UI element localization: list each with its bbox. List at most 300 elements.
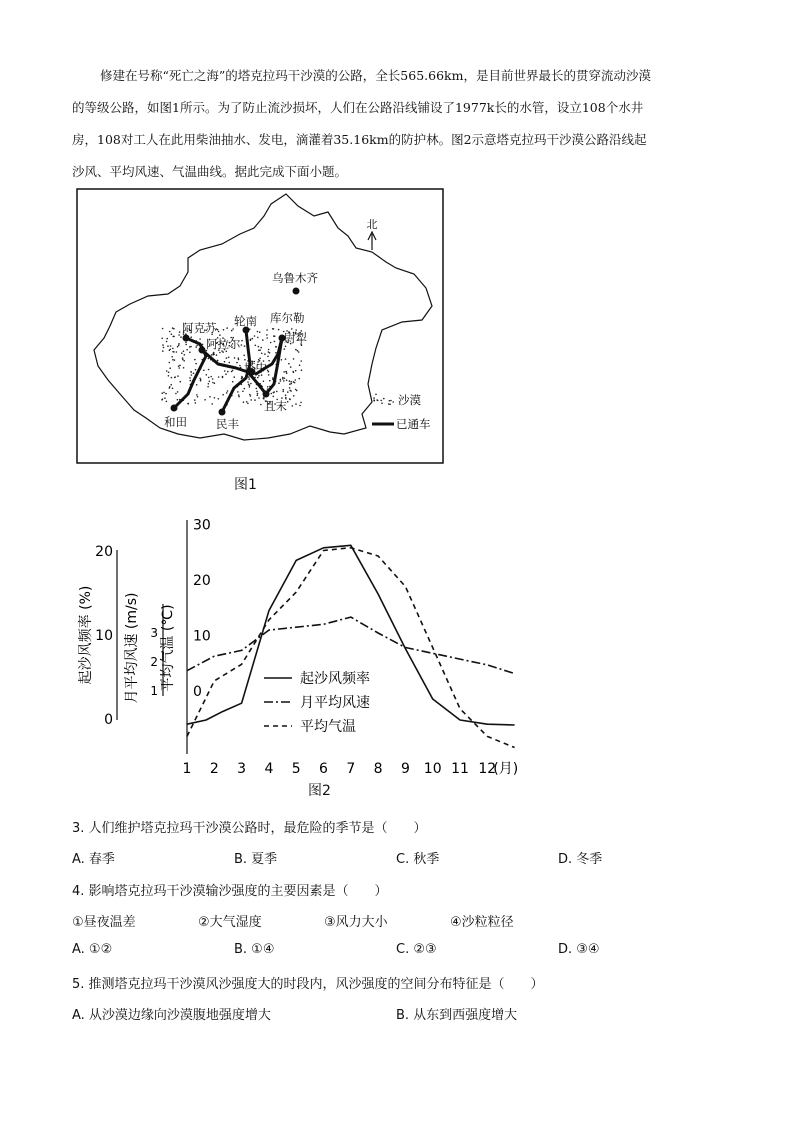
desert-dot: [165, 393, 167, 395]
legend-desert-dot: [373, 397, 375, 399]
desert-dot: [168, 375, 170, 377]
series-line-dashdot: [187, 617, 515, 674]
desert-dot: [234, 357, 236, 359]
x-axis-unit: (月): [493, 761, 519, 777]
desert-dot: [290, 381, 292, 383]
desert-dot: [285, 371, 287, 373]
legend-desert-dot: [389, 400, 391, 402]
desert-dot: [169, 331, 171, 333]
q3-option-d[interactable]: D. 冬季: [558, 852, 603, 867]
desert-dot: [289, 380, 291, 382]
desert-dot: [256, 388, 258, 390]
q4-option-b[interactable]: B. ①④: [234, 942, 275, 957]
desert-dot: [169, 362, 171, 364]
desert-dot: [218, 398, 220, 400]
desert-dot: [268, 351, 270, 353]
desert-dot: [218, 331, 220, 333]
desert-dot: [208, 383, 210, 385]
desert-dot: [177, 346, 179, 348]
desert-dot: [224, 370, 226, 372]
desert-dot: [249, 394, 251, 396]
desert-dot: [291, 328, 293, 330]
q4-option-c[interactable]: C. ②③: [396, 942, 437, 957]
yuli-label: 尉犁: [284, 331, 307, 345]
desert-dot: [250, 383, 252, 385]
desert-dot: [162, 398, 164, 400]
question-4-stem: 4. 影响塔克拉玛干沙漠输沙强度的主要因素是（ ）: [72, 884, 388, 899]
x-tick-label: 3: [237, 761, 247, 777]
desert-dot: [243, 355, 245, 357]
desert-dot: [183, 360, 185, 362]
alar-label: 阿拉尔: [206, 337, 241, 351]
desert-dot: [282, 377, 284, 379]
desert-dot: [162, 328, 164, 330]
legend-desert-dot: [375, 394, 377, 396]
desert-dot: [190, 336, 192, 338]
desert-dot: [297, 350, 299, 352]
hotan-dot: [171, 405, 178, 412]
axis-tick-label: 3: [150, 626, 158, 640]
desert-dot: [177, 399, 179, 401]
aksu-label: 阿克苏: [182, 321, 217, 335]
question-3-stem: 3. 人们维护塔克拉玛干沙漠公路时，最危险的季节是（ ）: [72, 821, 427, 836]
q4-option-d[interactable]: D. ③④: [558, 942, 600, 957]
desert-dot: [218, 376, 220, 378]
desert-dot: [177, 375, 179, 377]
urumqi-dot: [293, 288, 300, 295]
desert-dot: [278, 329, 280, 331]
desert-dot: [248, 384, 250, 386]
desert-dot: [249, 386, 251, 388]
desert-dot: [222, 351, 224, 353]
desert-dot: [169, 350, 171, 352]
desert-dot: [287, 401, 289, 403]
legend-desert-dot: [392, 401, 394, 403]
desert-dot: [259, 349, 261, 351]
desert-dot: [163, 392, 165, 394]
desert-dot: [170, 384, 172, 386]
desert-dot: [204, 399, 206, 401]
minfeng-label: 民丰: [216, 417, 239, 431]
desert-dot: [257, 337, 259, 339]
desert-dot: [239, 365, 241, 367]
x-tick-label: 12: [478, 761, 497, 777]
axis-tick-label: 20: [193, 573, 211, 589]
legend-road-label: 已通车: [396, 417, 431, 431]
map-frame: [77, 189, 443, 463]
x-tick-label: 8: [373, 761, 383, 777]
korla-label: 库尔勒: [270, 311, 305, 325]
figure2-caption: 图2: [308, 783, 331, 799]
legend-label: 平均气温: [300, 719, 356, 735]
qiemo-label: 且末: [264, 399, 287, 413]
desert-dot: [237, 391, 239, 393]
desert-dot: [203, 370, 205, 372]
desert-dot: [258, 346, 260, 348]
desert-dot: [290, 366, 292, 368]
desert-dot: [285, 346, 287, 348]
series-line-dashed: [187, 548, 515, 748]
desert-dot: [194, 359, 196, 361]
legend-label: 月平均风速: [300, 695, 370, 711]
desert-dot: [211, 403, 213, 405]
desert-dot: [255, 345, 257, 347]
desert-dot: [190, 380, 192, 382]
chart-legend: [264, 670, 370, 735]
desert-dot: [278, 382, 280, 384]
q4-item-4: ④沙粒粒径: [450, 915, 514, 930]
desert-dot: [274, 341, 276, 343]
desert-dot: [211, 354, 213, 356]
desert-dot: [289, 399, 291, 401]
desert-dot: [273, 391, 275, 393]
q5-option-b[interactable]: B. 从东到西强度增大: [396, 1008, 518, 1023]
x-tick-label: 4: [264, 761, 274, 777]
axis-title: 平均气温 (℃): [160, 604, 176, 692]
desert-dot: [172, 351, 174, 353]
desert-dot: [264, 353, 266, 355]
desert-dot: [247, 381, 249, 383]
desert-dot: [207, 386, 209, 388]
desert-dot: [196, 384, 198, 386]
legend-desert-dot: [383, 398, 385, 400]
intro-paragraph: [72, 60, 732, 188]
q4-item-1: ①昼夜温差: [72, 915, 136, 930]
desert-dot: [285, 358, 287, 360]
desert-dot: [171, 356, 173, 358]
desert-dot: [257, 393, 259, 395]
desert-dot: [166, 338, 168, 340]
desert-dot: [209, 381, 211, 383]
desert-dot: [280, 379, 282, 381]
desert-dot: [219, 334, 221, 336]
desert-dot: [289, 390, 291, 392]
desert-dot: [226, 392, 228, 394]
q4-option-a[interactable]: A. ①②: [72, 942, 113, 957]
desert-dot: [171, 377, 173, 379]
desert-dot: [168, 372, 170, 374]
desert-dot: [179, 365, 181, 367]
desert-dot: [285, 394, 287, 396]
desert-dot: [196, 345, 198, 347]
desert-dot: [172, 348, 174, 350]
desert-dot: [274, 335, 276, 337]
desert-dot: [178, 334, 180, 336]
legend-desert-dot: [389, 404, 391, 406]
desert-dot: [293, 358, 295, 360]
desert-dot: [275, 352, 277, 354]
desert-dot: [254, 335, 256, 337]
intro-line-3: 房，108对工人在此用柴油抽水、发电，滴灌着35.16km的防护林。图2示意塔克拉玛干沙漠公路沿线起: [72, 132, 647, 147]
desert-dot: [222, 394, 224, 396]
figure1-map: [76, 188, 444, 464]
desert-dot: [284, 348, 286, 350]
desert-dot: [269, 380, 271, 382]
intro-line-2: 的等级公路，如图1所示。为了防止流沙损坏，人们在公路沿线铺设了1977k长的水管，设立108个水井: [72, 100, 644, 115]
desert-dot: [183, 350, 185, 352]
desert-dot: [268, 371, 270, 373]
x-tick-label: 7: [346, 761, 356, 777]
desert-dot: [259, 331, 261, 333]
desert-dot: [295, 370, 297, 372]
desert-dot: [195, 402, 197, 404]
axis-tick-label: 1: [150, 684, 158, 698]
desert-dot: [182, 359, 184, 361]
desert-dot: [195, 346, 197, 348]
desert-dot: [293, 381, 295, 383]
desert-dot: [256, 391, 258, 393]
desert-dot: [167, 345, 169, 347]
desert-dot: [162, 350, 164, 352]
desert-dot: [225, 373, 227, 375]
x-tick-label: 1: [182, 761, 192, 777]
desert-dot: [243, 401, 245, 403]
chart-series: [187, 545, 515, 747]
desert-dot: [178, 345, 180, 347]
desert-dot: [166, 341, 168, 343]
desert-dot: [247, 403, 249, 405]
desert-dot: [292, 405, 294, 407]
axis-tick-label: 30: [193, 517, 211, 534]
desert-dot: [172, 359, 174, 361]
desert-dot: [166, 401, 168, 403]
desert-dot: [196, 394, 198, 396]
axis-tick-label: 10: [193, 628, 211, 645]
desert-dot: [214, 382, 216, 384]
desert-dot: [178, 343, 180, 345]
desert-dot: [194, 399, 196, 401]
desert-dot: [283, 380, 285, 382]
desert-dot: [268, 374, 270, 376]
question-5-stem: 5. 推测塔克拉玛干沙漠风沙强度大的时段内，风沙强度的空间分布特征是（ ）: [72, 977, 544, 992]
desert-dot: [219, 352, 221, 354]
desert-dot: [232, 381, 234, 383]
desert-dot: [298, 351, 300, 353]
desert-dot: [254, 399, 256, 401]
axis-tick-label: 2: [150, 655, 158, 669]
desert-dot: [238, 394, 240, 396]
desert-dot: [193, 373, 195, 375]
desert-dot: [195, 363, 197, 365]
desert-dot: [166, 370, 168, 372]
desert-dot: [289, 383, 291, 385]
desert-dot: [178, 367, 180, 369]
desert-dot: [259, 358, 261, 360]
desert-dot: [208, 369, 210, 371]
desert-dot: [250, 395, 252, 397]
q4-item-2: ②大气湿度: [198, 915, 262, 930]
desert-dot: [226, 357, 228, 359]
desert-dot: [169, 367, 171, 369]
q3-option-c[interactable]: C. 秋季: [396, 852, 440, 867]
desert-dot: [189, 346, 191, 348]
desert-dot: [163, 347, 165, 349]
desert-dot: [212, 378, 214, 380]
desert-dot: [176, 351, 178, 353]
desert-dot: [182, 357, 184, 359]
axis-title: 起沙风频率 (%): [78, 585, 94, 685]
desert-dot: [291, 383, 293, 385]
desert-dot: [272, 377, 274, 379]
desert-dot: [180, 336, 182, 338]
desert-dot: [266, 334, 268, 336]
desert-dot: [289, 387, 291, 389]
desert-dot: [300, 402, 302, 404]
legend-label: 起沙风频率: [300, 671, 370, 687]
desert-dot: [293, 372, 295, 374]
axis-tick-label: 0: [193, 684, 202, 700]
desert-dot: [252, 338, 254, 340]
desert-dot: [299, 364, 301, 366]
desert-dot: [257, 377, 259, 379]
alar-dot: [199, 347, 206, 354]
desert-dot: [282, 378, 284, 380]
desert-dot: [286, 372, 288, 374]
x-tick-label: 5: [291, 761, 301, 777]
desert-dot: [257, 331, 259, 333]
intro-line-1: 修建在号称“死亡之海”的塔克拉玛干沙漠的公路，全长565.66km，是目前世界最长的贯穿流动沙漠: [100, 68, 651, 83]
desert-dot: [241, 344, 243, 346]
desert-dot: [173, 336, 175, 338]
desert-dot: [295, 403, 297, 405]
desert-dot: [295, 389, 297, 391]
desert-dot: [242, 391, 244, 393]
desert-dot: [295, 379, 297, 381]
q3-option-b[interactable]: B. 夏季: [234, 852, 278, 867]
desert-dot: [266, 329, 268, 331]
axis-title: 月平均风速 (m/s): [124, 592, 140, 704]
desert-dot: [260, 347, 262, 349]
desert-dot: [177, 391, 179, 393]
desert-dot: [238, 359, 240, 361]
desert-dot: [217, 360, 219, 362]
desert-dot: [262, 339, 264, 341]
desert-dot: [216, 354, 218, 356]
desert-dot: [173, 328, 175, 330]
desert-dot: [191, 374, 193, 376]
desert-dot: [199, 378, 201, 380]
desert-dot: [185, 342, 187, 344]
desert-dot: [241, 377, 243, 379]
desert-dot: [185, 344, 187, 346]
desert-dot: [271, 393, 273, 395]
desert-dot: [238, 396, 240, 398]
desert-dot: [295, 349, 297, 351]
desert-dot: [209, 396, 211, 398]
desert-dot: [267, 356, 269, 358]
x-tick-label: 11: [451, 761, 469, 777]
desert-dot: [299, 405, 301, 407]
desert-dot: [189, 352, 191, 354]
desert-dot: [283, 371, 285, 373]
desert-dot: [286, 379, 288, 381]
desert-dot: [224, 361, 226, 363]
urumqi-label: 乌鲁木齐: [272, 271, 318, 285]
desert-dot: [284, 377, 286, 379]
desert-dot: [272, 328, 274, 330]
hotan-label: 和田: [164, 415, 187, 429]
desert-dot: [268, 349, 270, 351]
desert-dot: [180, 381, 182, 383]
desert-dot: [231, 330, 233, 332]
desert-dot: [175, 393, 177, 395]
qiemo-dot: [263, 391, 270, 398]
desert-dot: [288, 363, 290, 365]
tazhong-label: 塔中: [244, 361, 267, 375]
desert-dot: [227, 371, 229, 373]
desert-dot: [174, 377, 176, 379]
legend-desert-label: 沙漠: [398, 393, 421, 407]
desert-dot: [281, 359, 283, 361]
desert-dot: [287, 391, 289, 393]
legend-desert-dot: [390, 400, 392, 402]
desert-dot: [172, 388, 174, 390]
q3-option-a[interactable]: A. 春季: [72, 852, 115, 867]
q5-option-a[interactable]: A. 从沙漠边缘向沙漠腹地强度增大: [72, 1008, 271, 1023]
desert-dot: [162, 344, 164, 346]
x-tick-label: 6: [319, 761, 328, 777]
x-tick-label: 9: [400, 761, 410, 777]
desert-dot: [226, 327, 228, 329]
desert-dot: [214, 397, 216, 399]
desert-dot: [164, 397, 166, 399]
aksu-dot: [183, 335, 190, 342]
desert-dot: [232, 328, 234, 330]
desert-dot: [170, 345, 172, 347]
desert-dot: [189, 377, 191, 379]
desert-dot: [236, 362, 238, 364]
desert-dot: [283, 389, 285, 391]
desert-dot: [299, 378, 301, 380]
desert-dot: [183, 367, 185, 369]
desert-dot: [248, 376, 250, 378]
desert-dot: [282, 391, 284, 393]
desert-dot: [161, 392, 163, 394]
desert-dot: [179, 331, 181, 333]
q4-item-3: ③风力大小: [324, 915, 388, 930]
desert-dot: [169, 386, 171, 388]
desert-dot: [258, 375, 260, 377]
desert-dot: [212, 382, 214, 384]
desert-dot: [257, 395, 259, 397]
legend-desert-dot: [388, 403, 390, 405]
luntai-label: 轮南: [234, 314, 257, 328]
axis-tick-label: 20: [95, 544, 113, 560]
desert-dot: [241, 340, 243, 342]
desert-dot: [300, 360, 302, 362]
legend-desert-dot: [373, 399, 375, 401]
desert-dot: [268, 360, 270, 362]
x-tick-label: 10: [423, 761, 442, 777]
minfeng-dot: [219, 409, 226, 416]
desert-dot: [293, 395, 295, 397]
desert-dot: [244, 345, 246, 347]
axis-tick-label: 10: [95, 628, 113, 644]
desert-dot: [250, 339, 252, 341]
desert-dot: [232, 370, 234, 372]
desert-dot: [258, 397, 260, 399]
desert-dot: [190, 371, 192, 373]
desert-dot: [228, 357, 230, 359]
desert-dot: [213, 353, 215, 355]
desert-dot: [280, 380, 282, 382]
desert-dot: [250, 399, 252, 401]
desert-dot: [195, 369, 197, 371]
x-tick-label: 2: [209, 761, 219, 777]
desert-dot: [233, 376, 235, 378]
desert-dot: [267, 370, 269, 372]
desert-dot: [246, 401, 248, 403]
